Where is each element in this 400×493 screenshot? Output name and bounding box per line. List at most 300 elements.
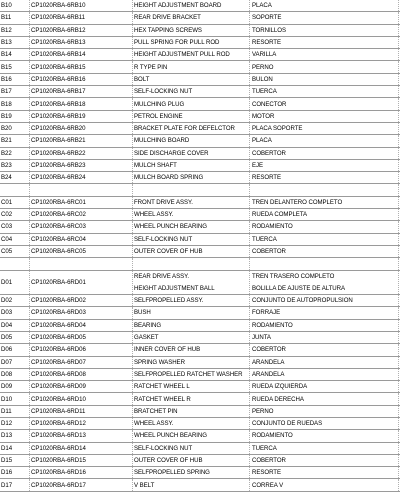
description-en-cell: RATCHET WHEEL L <box>134 383 190 391</box>
column-divider <box>132 418 133 429</box>
description-en-cell: SELF-LOCKING NUT <box>134 88 193 96</box>
column-divider <box>132 123 133 134</box>
description-es-cell: TREN DELANTERO COMPLETO <box>252 198 343 206</box>
column-divider <box>398 443 399 454</box>
column-divider <box>132 98 133 109</box>
description-es-cell <box>252 184 398 195</box>
part-number-cell: CP1020RBA-6RD10 <box>31 395 86 403</box>
column-divider <box>249 12 250 23</box>
column-divider <box>29 209 30 220</box>
column-divider <box>29 455 30 466</box>
part-number-cell: CP1020RBA-6RC02 <box>31 211 86 219</box>
column-divider <box>29 160 30 171</box>
item-code-cell: B19 <box>1 112 12 120</box>
part-number-cell: CP1020RBA-6RD08 <box>31 370 86 378</box>
table-row <box>0 381 400 393</box>
column-divider <box>29 332 30 343</box>
column-divider <box>398 369 399 380</box>
column-divider <box>132 406 133 417</box>
column-divider <box>29 135 30 146</box>
description-en-cell: WHEEL PUNCH BEARING <box>134 223 207 231</box>
item-code-cell <box>1 258 29 269</box>
column-divider <box>249 160 250 171</box>
table-row <box>0 344 400 356</box>
description-es-cell: RODAMIENTO <box>252 321 293 329</box>
description-en-cell: HEIGHT ADJUSTMENT BOARD <box>134 2 222 10</box>
description-es-cell: RESORTE <box>252 469 281 477</box>
column-divider <box>29 258 30 269</box>
column-divider <box>29 430 30 441</box>
column-divider <box>249 258 250 269</box>
column-divider <box>132 221 133 232</box>
column-divider <box>249 74 250 85</box>
column-divider <box>398 37 399 48</box>
item-code-cell: B13 <box>1 39 12 47</box>
item-code-cell: B12 <box>1 26 12 34</box>
column-divider <box>398 98 399 109</box>
part-number-cell: CP1020RBA-6RD12 <box>31 420 86 428</box>
column-divider <box>132 148 133 159</box>
column-divider <box>29 12 30 23</box>
description-es-cell: RESORTE <box>252 39 281 47</box>
table-row <box>0 234 400 246</box>
column-divider <box>249 98 250 109</box>
item-code-cell: B10 <box>1 2 12 10</box>
description-es-cell: TORNILLOS <box>252 26 286 34</box>
item-code-cell: D04 <box>1 321 13 329</box>
description-es-cell: TUERCA <box>252 88 277 96</box>
column-divider <box>398 320 399 331</box>
table-row <box>0 74 400 86</box>
column-divider <box>249 406 250 417</box>
part-number-cell: CP1020RBA-6RD13 <box>31 432 86 440</box>
column-divider <box>249 479 250 490</box>
part-number-cell: CP1020RBA-6RC04 <box>31 235 86 243</box>
description-es-cell: FORRAJE <box>252 309 281 317</box>
description-en-cell: WHEEL PUNCH BEARING <box>134 432 207 440</box>
column-divider <box>249 430 250 441</box>
table-row <box>0 197 400 209</box>
column-divider <box>132 369 133 380</box>
column-divider <box>398 307 399 318</box>
column-divider <box>398 234 399 245</box>
description-en-cell: PETROL ENGINE <box>134 112 183 120</box>
column-divider <box>132 74 133 85</box>
column-divider <box>29 369 30 380</box>
part-number-cell: CP1020RBA-6RB19 <box>31 112 86 120</box>
column-divider <box>398 393 399 404</box>
column-divider <box>132 307 133 318</box>
part-number-cell: CP1020RBA-6RD05 <box>31 334 86 342</box>
item-code-cell: D17 <box>1 481 13 489</box>
table-row <box>0 455 400 467</box>
column-divider <box>132 393 133 404</box>
column-divider <box>249 369 250 380</box>
description-es-cell: PERNO <box>252 63 274 71</box>
column-divider <box>398 209 399 220</box>
description-en-cell: SELFPROPELLED SPRING <box>134 469 210 477</box>
table-row <box>0 479 400 491</box>
description-en-cell: SELF-LOCKING NUT <box>134 235 193 243</box>
column-divider <box>132 467 133 478</box>
description-en-cell: MULCH BOARD SPRING <box>134 174 204 182</box>
description-es-cell: TUERCA <box>252 444 277 452</box>
table-row <box>0 467 400 479</box>
part-number-cell: CP1020RBA-6RD02 <box>31 297 86 305</box>
part-number-cell: CP1020RBA-6RD09 <box>31 383 86 391</box>
description-en-cell: OUTER COVER OF HUB <box>134 457 203 465</box>
column-divider <box>132 61 133 72</box>
column-divider <box>29 0 30 11</box>
item-code-cell: B11 <box>1 14 12 22</box>
column-divider <box>398 258 399 269</box>
item-code-cell: D08 <box>1 370 13 378</box>
table-row <box>0 443 400 455</box>
item-code-cell: D03 <box>1 309 13 317</box>
table-row <box>0 172 400 184</box>
description-es-cell: VARILLA <box>252 51 277 59</box>
column-divider <box>29 443 30 454</box>
column-divider <box>249 344 250 355</box>
column-divider <box>29 406 30 417</box>
description-es-cell: COBERTOR <box>252 149 286 157</box>
table-row <box>0 0 400 12</box>
table-row <box>0 61 400 73</box>
column-divider <box>398 221 399 232</box>
part-number-cell <box>31 184 131 195</box>
column-divider <box>398 172 399 183</box>
column-divider <box>132 320 133 331</box>
description-en-line: HEIGHT ADJUSTMENT BALL <box>134 284 215 292</box>
description-en-cell: PULL SPRING FOR PULL ROD <box>134 39 220 47</box>
column-divider <box>249 197 250 208</box>
table-row <box>0 406 400 418</box>
item-code-cell: B17 <box>1 88 12 96</box>
column-divider <box>132 86 133 97</box>
description-es-cell: COBERTOR <box>252 457 286 465</box>
column-divider <box>398 344 399 355</box>
item-code-cell: D02 <box>1 297 13 305</box>
item-code-cell: C04 <box>1 235 13 243</box>
description-es-cell: SOPORTE <box>252 14 282 22</box>
description-en-cell: SELFPROPELLED ASSY. <box>134 297 204 305</box>
part-number-cell: CP1020RBA-6RB10 <box>31 2 86 10</box>
part-number-cell: CP1020RBA-6RD16 <box>31 469 86 477</box>
item-code-cell: C01 <box>1 198 13 206</box>
table-row <box>0 148 400 160</box>
description-en-cell: SELFPROPELLED RATCHET WASHER <box>134 370 243 378</box>
column-divider <box>398 406 399 417</box>
column-divider <box>29 61 30 72</box>
item-code-cell: D11 <box>1 407 12 415</box>
part-number-cell: CP1020RBA-6RB20 <box>31 125 86 133</box>
table-row <box>0 12 400 24</box>
column-divider <box>249 184 250 195</box>
part-number-cell: CP1020RBA-6RC05 <box>31 248 86 256</box>
column-divider <box>398 357 399 368</box>
column-divider <box>398 295 399 306</box>
table-row <box>0 37 400 49</box>
item-code-cell: B24 <box>1 174 12 182</box>
column-divider <box>249 0 250 11</box>
description-en-cell: BOLT <box>134 75 150 83</box>
column-divider <box>249 37 250 48</box>
part-number-cell <box>31 258 131 269</box>
part-number-cell: CP1020RBA-6RD01 <box>31 278 86 286</box>
column-divider <box>29 234 30 245</box>
spacer-row <box>0 184 400 196</box>
part-number-cell: CP1020RBA-6RD15 <box>31 457 86 465</box>
description-es-cell: RUEDA DERECHA <box>252 395 304 403</box>
column-divider <box>29 184 30 195</box>
column-divider <box>132 234 133 245</box>
description-en-cell: HEX TAPPING SCREWS <box>134 26 202 34</box>
part-number-cell: CP1020RBA-6RC01 <box>31 198 86 206</box>
item-code-cell: B16 <box>1 75 12 83</box>
description-es-cell: RUEDA IZQUIERDA <box>252 383 308 391</box>
column-divider <box>398 12 399 23</box>
description-es-cell <box>252 258 398 269</box>
description-en-cell: SPRING WASHER <box>134 358 185 366</box>
column-divider <box>29 221 30 232</box>
part-number-cell: CP1020RBA-6RB16 <box>31 75 86 83</box>
column-divider <box>132 135 133 146</box>
description-en-cell <box>134 184 248 195</box>
column-divider <box>132 332 133 343</box>
column-divider <box>29 467 30 478</box>
part-number-cell: CP1020RBA-6RB21 <box>31 137 86 145</box>
description-es-cell: RESORTE <box>252 174 281 182</box>
column-divider <box>249 172 250 183</box>
description-es-cell: PERNO <box>252 407 274 415</box>
part-number-cell: CP1020RBA-6RD07 <box>31 358 86 366</box>
table-row <box>0 160 400 172</box>
column-divider <box>29 307 30 318</box>
description-es-cell: CONECTOR <box>252 100 287 108</box>
column-divider <box>398 467 399 478</box>
column-divider <box>398 25 399 36</box>
column-divider <box>249 234 250 245</box>
column-divider <box>132 172 133 183</box>
description-es-cell: PLACA <box>252 2 272 10</box>
column-divider <box>132 357 133 368</box>
column-divider <box>132 246 133 257</box>
column-divider <box>132 258 133 269</box>
item-code-cell: D15 <box>1 457 13 465</box>
description-es-cell: BULON <box>252 75 273 83</box>
item-code-cell: B21 <box>1 137 12 145</box>
description-es-cell: RUEDA COMPLETA <box>252 211 308 219</box>
column-divider <box>398 381 399 392</box>
description-en-cell: BUSH <box>134 309 151 317</box>
column-divider <box>249 357 250 368</box>
description-es-cell: CONJUNTO DE RUEDAS <box>252 420 323 428</box>
description-en-cell: MULCHING BOARD <box>134 137 190 145</box>
column-divider <box>132 197 133 208</box>
description-en-cell: FRONT DRIVE ASSY. <box>134 198 193 206</box>
table-row <box>0 98 400 110</box>
column-divider <box>29 246 30 257</box>
item-code-cell <box>1 184 29 195</box>
column-divider <box>249 209 250 220</box>
description-en-cell <box>134 258 248 269</box>
description-es-cell: ARANDELA <box>252 370 285 378</box>
item-code-cell: D06 <box>1 346 13 354</box>
description-en-cell: SIDE DISCHARGE COVER <box>134 149 209 157</box>
column-divider <box>249 49 250 60</box>
description-es-cell: MOTOR <box>252 112 275 120</box>
description-en-cell: OUTER COVER OF HUB <box>134 248 203 256</box>
column-divider <box>249 111 250 122</box>
table-row <box>0 246 400 258</box>
description-en-cell: WHEEL ASSY. <box>134 211 174 219</box>
description-es-cell: CORREA V <box>252 481 284 489</box>
table-row <box>0 25 400 37</box>
description-en-cell: BRACKET PLATE FOR DEFELCTOR <box>134 125 235 133</box>
column-divider <box>29 357 30 368</box>
column-divider <box>29 74 30 85</box>
item-code-cell: D10 <box>1 395 13 403</box>
table-row <box>0 430 400 442</box>
item-code-cell: B14 <box>1 51 12 59</box>
table-row <box>0 320 400 332</box>
item-code-cell: D14 <box>1 444 13 452</box>
description-en-cell: SELF-LOCKING NUT <box>134 444 193 452</box>
description-es-line: BOLILLA DE AJUSTE DE ALTURA <box>252 284 346 292</box>
column-divider <box>132 295 133 306</box>
column-divider <box>398 430 399 441</box>
description-en-cell: WHEEL ASSY. <box>134 420 174 428</box>
part-number-cell: CP1020RBA-6RB24 <box>31 174 86 182</box>
column-divider <box>249 25 250 36</box>
part-number-cell: CP1020RBA-6RB13 <box>31 39 86 47</box>
column-divider <box>249 320 250 331</box>
column-divider <box>398 271 399 295</box>
item-code-cell: B23 <box>1 162 12 169</box>
column-divider <box>29 49 30 60</box>
description-es-cell: EJE <box>252 162 264 169</box>
table-row <box>0 123 400 135</box>
column-divider <box>29 37 30 48</box>
column-divider <box>398 123 399 134</box>
description-es-cell: JUNTA <box>252 334 271 342</box>
column-divider <box>132 381 133 392</box>
column-divider <box>132 49 133 60</box>
column-divider <box>398 246 399 257</box>
table-row <box>0 357 400 369</box>
column-divider <box>132 184 133 195</box>
column-divider <box>132 479 133 490</box>
column-divider <box>249 295 250 306</box>
column-divider <box>398 86 399 97</box>
description-es-cell: COBERTOR <box>252 346 286 354</box>
part-number-cell: CP1020RBA-6RC03 <box>31 223 86 231</box>
description-en-cell: GASKET <box>134 334 159 342</box>
column-divider <box>29 86 30 97</box>
description-es-cell: COBERTOR <box>252 248 286 256</box>
table-row <box>0 295 400 307</box>
column-divider <box>249 221 250 232</box>
spacer-row <box>0 258 400 270</box>
item-code-cell: B22 <box>1 149 12 157</box>
part-number-cell: CP1020RBA-6RD06 <box>31 346 86 354</box>
table-row <box>0 86 400 98</box>
column-divider <box>249 148 250 159</box>
table-row <box>0 135 400 147</box>
column-divider <box>29 479 30 490</box>
item-code-cell: D01 <box>1 278 13 286</box>
column-divider <box>29 172 30 183</box>
description-es-cell: CONJUNTO DE AUTOPROPULSION <box>252 297 353 305</box>
column-divider <box>132 12 133 23</box>
part-number-cell: CP1020RBA-6RB11 <box>31 14 86 22</box>
part-number-cell: CP1020RBA-6RD11 <box>31 407 86 415</box>
column-divider <box>398 184 399 195</box>
column-divider <box>249 123 250 134</box>
column-divider <box>398 0 399 11</box>
description-es-cell: PLACA <box>252 137 272 145</box>
column-divider <box>398 135 399 146</box>
column-divider <box>398 479 399 490</box>
column-divider <box>249 381 250 392</box>
description-es-cell: ARANDELA <box>252 358 285 366</box>
table-row <box>0 49 400 61</box>
part-number-cell: CP1020RBA-6RD03 <box>31 309 86 317</box>
column-divider <box>132 443 133 454</box>
part-number-cell: CP1020RBA-6RB22 <box>31 149 86 157</box>
table-row <box>0 209 400 221</box>
column-divider <box>29 123 30 134</box>
description-en-cell: MULCH SHAFT <box>134 162 177 169</box>
column-divider <box>249 443 250 454</box>
part-number-cell: CP1020RBA-6RB18 <box>31 100 86 108</box>
part-number-cell: CP1020RBA-6RB15 <box>31 63 86 71</box>
column-divider <box>398 49 399 60</box>
column-divider <box>29 344 30 355</box>
part-number-cell: CP1020RBA-6RB14 <box>31 51 86 59</box>
column-divider <box>249 246 250 257</box>
column-divider <box>132 209 133 220</box>
description-en-cell: BEARING <box>134 321 162 329</box>
column-divider <box>29 418 30 429</box>
column-divider <box>249 135 250 146</box>
column-divider <box>132 430 133 441</box>
column-divider <box>249 393 250 404</box>
column-divider <box>29 197 30 208</box>
description-es-cell <box>252 271 398 295</box>
item-code-cell: D13 <box>1 432 13 440</box>
description-en-cell: MULCHING PLUG <box>134 100 185 108</box>
column-divider <box>398 160 399 171</box>
item-code-cell: D16 <box>1 469 13 477</box>
item-code-cell: D12 <box>1 420 13 428</box>
item-code-cell: D05 <box>1 334 13 342</box>
column-divider <box>29 295 30 306</box>
part-number-cell: CP1020RBA-6RB17 <box>31 88 86 96</box>
column-divider <box>398 197 399 208</box>
column-divider <box>249 61 250 72</box>
column-divider <box>29 98 30 109</box>
table-row <box>0 332 400 344</box>
column-divider <box>249 271 250 295</box>
item-code-cell: B15 <box>1 63 12 71</box>
description-en-cell: BRATCHET PIN <box>134 407 178 415</box>
column-divider <box>132 344 133 355</box>
description-es-cell: TUERCA <box>252 235 277 243</box>
column-divider <box>132 111 133 122</box>
description-en-cell: R TYPE PIN <box>134 63 168 71</box>
column-divider <box>29 148 30 159</box>
